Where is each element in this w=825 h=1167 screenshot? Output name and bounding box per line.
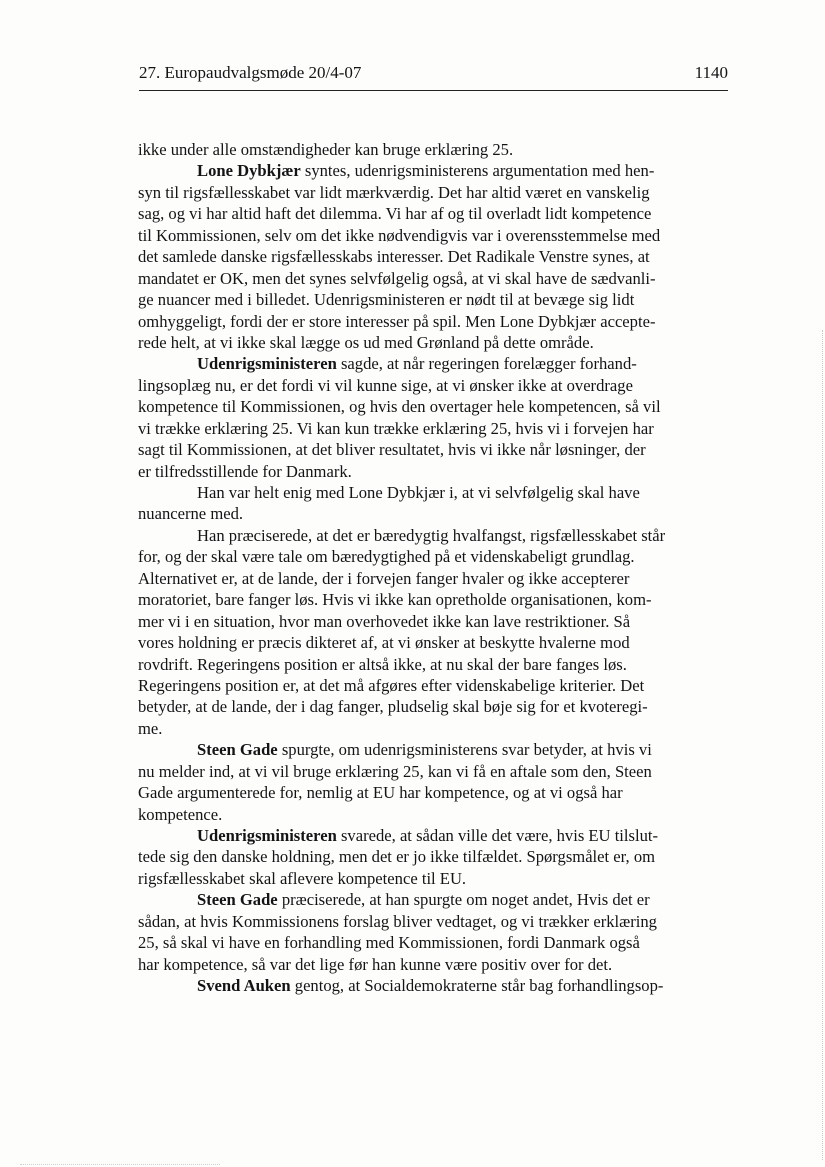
text-line (138, 439, 723, 460)
text-line (138, 632, 723, 653)
line-text: rede helt, at vi ikke skal lægge os ud med Grønland på dette område. (138, 332, 594, 352)
text-line (138, 418, 723, 439)
text-line (138, 696, 723, 717)
line-text: rigsfællesskabet skal aflevere kompetence til EU. (138, 868, 467, 888)
line-text: me. (138, 718, 163, 738)
line-text: det samlede danske rigsfællesskabs interesser. Det Radikale Venstre synes, at (138, 247, 650, 267)
scan-edge-artifact (821, 330, 823, 1160)
text-line (138, 568, 723, 589)
line-text: tede sig den danske holdning, men det er jo ikke tilfældet. Spørgsmålet er, om (138, 847, 656, 867)
text-line (138, 203, 723, 224)
text-line (138, 482, 723, 503)
line-text: sagde, at når regeringen forelægger forhand- (336, 354, 637, 374)
line-text: gentog, at Socialdemokraterne står bag forhandlingsop- (290, 976, 664, 996)
text-line (138, 160, 723, 181)
text-line (138, 611, 723, 632)
text-line (138, 139, 723, 160)
text-line (138, 525, 723, 546)
text-line (138, 782, 723, 803)
text-line (138, 911, 723, 932)
text-line (138, 246, 723, 267)
line-text: mer vi i en situation, hvor man overhovedet ikke kan lave restriktioner. Så (138, 611, 631, 631)
page-number: 1140 (694, 63, 728, 82)
line-text: mandatet er OK, men det synes selvfølgelig også, at vi skal have de sædvanli- (138, 268, 656, 288)
line-text: syntes, udenrigsministerens argumentation med hen- (300, 161, 655, 181)
line-text: 25, så skal vi have en forhandling med Kommissionen, fordi Danmark også (138, 933, 640, 953)
speaker-name: Udenrigsministeren (197, 826, 337, 845)
line-text: sagt til Kommissionen, at det bliver resultatet, hvis vi ikke når løsninger, der (138, 440, 646, 460)
line-text: Regeringens position er, at det må afgøres efter videnskabelige kriterier. Det (138, 675, 645, 695)
text-line (138, 589, 723, 610)
text-line (138, 846, 723, 867)
text-line (138, 739, 723, 760)
text-line (138, 182, 723, 203)
text-line (138, 825, 723, 846)
line-text: rovdrift. Regeringens position er altså ikke, at nu skal der bare fanges løs. (138, 654, 627, 674)
line-text: moratoriet, bare fanger løs. Hvis vi ikke kan opretholde organisationen, kom- (138, 590, 652, 610)
line-text: kompetence til Kommissionen, og hvis den overtager hele kompetencen, så vil (138, 397, 661, 417)
line-text: nuancerne med. (138, 504, 244, 524)
text-line (138, 718, 723, 739)
line-text: syn til rigsfællesskabet var lidt mærkværdig. Det har altid været en vanskelig (138, 182, 650, 202)
line-text: Alternativet er, at de lande, der i forvejen fanger hvaler og ikke accepterer (138, 568, 630, 588)
text-line (138, 396, 723, 417)
header-rule (139, 90, 728, 91)
line-text: sag, og vi har altid haft det dilemma. Vi har af og til overladt lidt kompetence (138, 204, 652, 224)
speaker-name: Svend Auken (197, 976, 291, 996)
text-line (138, 761, 723, 782)
line-text: vores holdning er præcis dikteret af, at vi ønsker at beskytte hvalerne mod (138, 633, 630, 653)
text-line (138, 804, 723, 825)
line-text: spurgte, om udenrigsministerens svar betyder, at hvis vi (277, 740, 652, 760)
line-text: Han præciserede, at det er bæredygtig hvalfangst, rigsfællesskabet står (197, 525, 666, 545)
text-line (138, 546, 723, 567)
line-text: præciserede, at han spurgte om noget andet, Hvis det er (277, 890, 650, 910)
line-text: sådan, at hvis Kommissionens forslag bliver vedtaget, og vi trækker erklæring (138, 911, 657, 931)
speaker-name: Steen Gade (197, 890, 278, 910)
text-line (138, 868, 723, 889)
line-text: ikke under alle omstændigheder kan bruge erklæring 25. (138, 140, 514, 159)
line-text: vi trække erklæring 25. Vi kan kun trække erklæring 25, hvis vi i forvejen har (138, 418, 654, 438)
text-line (138, 225, 723, 246)
text-line (138, 268, 723, 289)
body-text (138, 139, 723, 997)
text-line (138, 289, 723, 310)
line-text: kompetence. (138, 804, 223, 824)
line-text: til Kommissionen, selv om det ikke nødvendigvis var i overensstemmelse med (138, 225, 661, 245)
running-header (139, 60, 728, 86)
speaker-name: Lone Dybkjær (197, 161, 301, 181)
text-line (138, 375, 723, 396)
line-text: Gade argumenterede for, nemlig at EU har kompetence, og at vi også har (138, 783, 623, 803)
text-line (138, 975, 723, 996)
line-text: for, og der skal være tale om bæredygtighed på et videnskabeligt grundlag. (138, 547, 635, 567)
speaker-name: Udenrigsministeren (197, 354, 337, 374)
text-line (138, 311, 723, 332)
text-line (138, 332, 723, 353)
speaker-name: Steen Gade (197, 740, 278, 760)
text-line (138, 675, 723, 696)
text-line (138, 461, 723, 482)
scan-bottom-artifact (20, 1164, 220, 1165)
line-text: har kompetence, så var det lige før han kunne være positiv over for det. (138, 954, 613, 974)
line-text: ge nuancer med i billedet. Udenrigsministeren er nødt til at bevæge sig lidt (138, 290, 635, 310)
line-text: er tilfredsstillende for Danmark. (138, 461, 352, 481)
text-line (138, 954, 723, 975)
line-text: svarede, at sådan ville det være, hvis EU tilslut- (336, 826, 659, 845)
line-text: nu melder ind, at vi vil bruge erklæring 25, kan vi få en aftale som den, Steen (138, 761, 652, 781)
text-line (138, 889, 723, 910)
text-line (138, 353, 723, 374)
text-line (138, 654, 723, 675)
line-text: Han var helt enig med Lone Dybkjær i, at vi selvfølgelig skal have (197, 483, 640, 502)
line-text: omhyggeligt, fordi der er store interesser på spil. Men Lone Dybkjær accepte- (138, 311, 656, 331)
header-title: 27. Europaudvalgsmøde 20/4-07 (139, 63, 362, 82)
line-text: betyder, at de lande, der i dag fanger, pludselig skal bøje sig for et kvoteregi- (138, 697, 648, 717)
text-line (138, 932, 723, 953)
text-line (138, 503, 723, 524)
line-text: lingsoplæg nu, er det fordi vi vil kunne sige, at vi ønsker ikke at overdrage (138, 375, 633, 395)
